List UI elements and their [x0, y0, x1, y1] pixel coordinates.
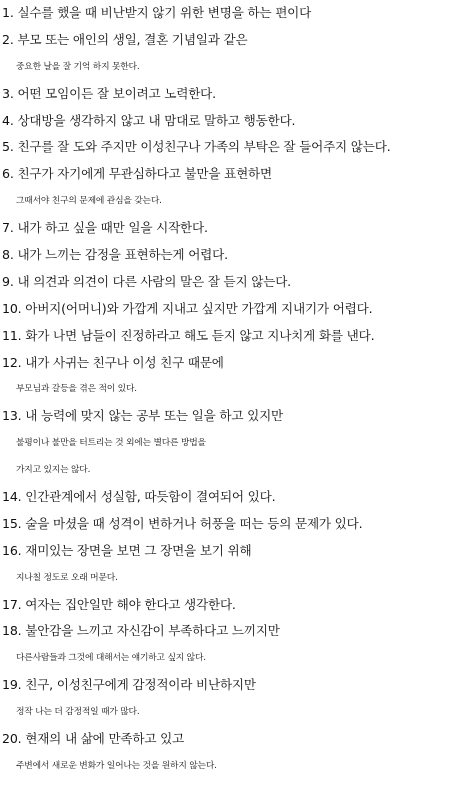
item-text: 화가 나면 남들이 진정하라고 해도 듣지 않고 지나치게 화를 낸다.	[25, 327, 375, 343]
item-text: 불안감을 느끼고 자신감이 부족하다고 느끼지만	[25, 623, 280, 639]
item-first-line	[2, 592, 448, 619]
checklist-item	[2, 484, 448, 511]
item-text: 주변에서 새로운 변화가 일어나는 것을 원하지 않는다.	[16, 760, 217, 771]
checklist-item	[2, 323, 448, 350]
item-first-line	[2, 403, 448, 430]
item-first-line	[2, 215, 448, 242]
item-text: 내 의견과 의견이 다른 사람의 말은 잘 듣지 않는다.	[17, 273, 291, 289]
item-number: 15.	[2, 515, 22, 531]
item-number: 11.	[2, 327, 22, 343]
checklist	[2, 0, 448, 780]
item-number: 20.	[2, 731, 22, 747]
checklist-item	[2, 618, 448, 672]
item-number: 3.	[2, 85, 14, 101]
item-continuation-line	[2, 565, 448, 592]
checklist-item	[2, 592, 448, 619]
item-text: 내 능력에 맞지 않는 공부 또는 일을 하고 있지만	[25, 408, 284, 424]
item-first-line	[2, 618, 448, 645]
item-continuation-line	[2, 54, 448, 81]
item-text: 그때서야 친구의 문제에 관심을 갖는다.	[16, 196, 162, 207]
checklist-item	[2, 0, 448, 27]
item-text: 실수를 했을 때 비난받지 않기 위한 변명을 하는 편이다	[17, 5, 312, 20]
checklist-item	[2, 672, 448, 726]
item-continuation-line	[2, 188, 448, 215]
item-first-line	[2, 672, 448, 699]
item-number: 9.	[2, 273, 14, 289]
item-text: 부모 또는 애인의 생일, 결혼 기념일과 같은	[17, 31, 248, 47]
item-text: 인간관계에서 성실함, 따듯함이 결여되어 있다.	[25, 489, 276, 505]
item-text: 내가 느끼는 감정을 표현하는게 어렵다.	[17, 247, 228, 263]
item-text: 친구가 자기에게 무관심하다고 불만을 표현하면	[17, 166, 272, 182]
checklist-item	[2, 296, 448, 323]
item-number: 5.	[2, 139, 14, 155]
item-number: 13.	[2, 408, 22, 424]
checklist-item	[2, 403, 448, 484]
item-text: 아버지(어머니)와 가깝게 지내고 싶지만 가깝게 지내기가 어렵다.	[25, 300, 373, 316]
item-number: 19.	[2, 677, 22, 693]
item-number: 8.	[2, 247, 14, 263]
item-first-line	[2, 27, 448, 54]
item-text: 가지고 있지는 않다.	[16, 465, 91, 476]
checklist-item	[2, 108, 448, 135]
checklist-item	[2, 350, 448, 404]
item-text: 술을 마셨을 때 성격이 변하거나 허풍을 떠는 등의 문제가 있다.	[25, 515, 363, 531]
item-first-line	[2, 323, 448, 350]
checklist-item	[2, 161, 448, 215]
item-number: 1.	[2, 5, 14, 20]
item-number: 10.	[2, 300, 22, 316]
item-text: 정작 나는 더 감정적일 때가 많다.	[16, 707, 140, 718]
item-first-line	[2, 0, 448, 27]
item-text: 내가 사귀는 친구나 이성 친구 때문에	[25, 354, 224, 370]
item-continuation-line	[2, 645, 448, 672]
item-text: 현재의 내 삶에 만족하고 있고	[25, 731, 185, 747]
checklist-item	[2, 538, 448, 592]
checklist-item	[2, 27, 448, 81]
item-first-line	[2, 242, 448, 269]
checklist-item	[2, 269, 448, 296]
item-number: 18.	[2, 623, 22, 639]
item-text: 상대방을 생각하지 않고 내 맘대로 말하고 행동한다.	[17, 112, 296, 128]
item-text: 친구, 이성친구에게 감정적이라 비난하지만	[25, 677, 256, 693]
item-continuation-line	[2, 753, 448, 780]
item-first-line	[2, 511, 448, 538]
item-text: 중요한 날을 잘 기억 하지 못한다.	[16, 61, 140, 72]
item-number: 4.	[2, 112, 14, 128]
item-text: 어떤 모임이든 잘 보이려고 노력한다.	[17, 85, 216, 101]
checklist-item	[2, 215, 448, 242]
item-number: 6.	[2, 166, 14, 182]
checklist-item	[2, 511, 448, 538]
item-first-line	[2, 484, 448, 511]
item-number: 7.	[2, 220, 14, 236]
item-number: 16.	[2, 542, 22, 558]
item-continuation-line	[2, 699, 448, 726]
item-continuation-line	[2, 430, 448, 457]
checklist-item	[2, 242, 448, 269]
item-text: 내가 하고 싶을 때만 일을 시작한다.	[17, 220, 208, 236]
item-number: 2.	[2, 31, 14, 47]
item-continuation-line	[2, 457, 448, 484]
item-first-line	[2, 296, 448, 323]
item-text: 부모님과 갈등을 겪은 적이 있다.	[16, 384, 137, 395]
item-number: 17.	[2, 596, 22, 612]
item-first-line	[2, 538, 448, 565]
item-first-line	[2, 81, 448, 108]
item-text: 다른사람들과 그것에 대해서는 얘기하고 싶지 않다.	[16, 653, 206, 664]
item-continuation-line	[2, 376, 448, 403]
item-text: 친구를 잘 도와 주지만 이성친구나 가족의 부탁은 잘 들어주지 않는다.	[17, 139, 391, 155]
checklist-item	[2, 81, 448, 108]
checklist-item	[2, 134, 448, 161]
item-first-line	[2, 108, 448, 135]
item-first-line	[2, 269, 448, 296]
item-text: 여자는 집안일만 해야 한다고 생각한다.	[25, 596, 236, 612]
item-number: 12.	[2, 354, 22, 370]
item-number: 14.	[2, 489, 22, 505]
item-text: 지나칠 정도로 오래 머문다.	[16, 572, 118, 583]
item-first-line	[2, 161, 448, 188]
item-text: 재미있는 장면을 보면 그 장면을 보기 위해	[25, 542, 252, 558]
checklist-item	[2, 726, 448, 780]
item-first-line	[2, 350, 448, 377]
item-first-line	[2, 726, 448, 753]
item-first-line	[2, 134, 448, 161]
item-text: 불평이나 불만을 터트리는 것 외에는 별다른 방법을	[16, 438, 206, 449]
